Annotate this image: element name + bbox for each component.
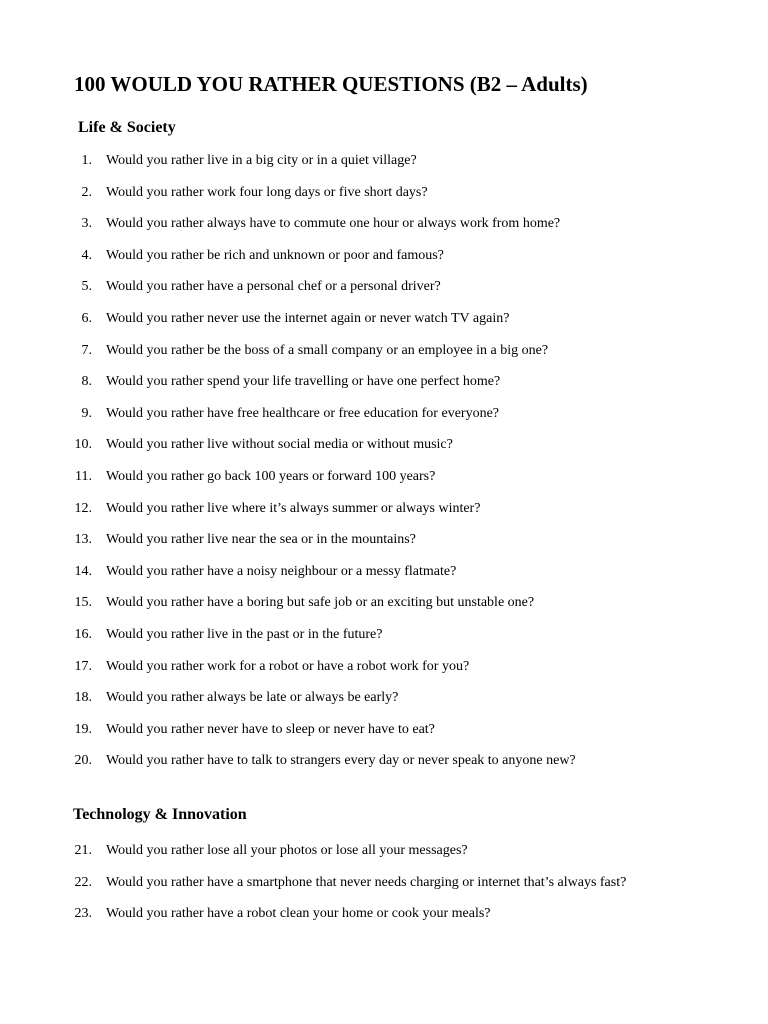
- question-item: [0, 689, 768, 721]
- question-text: Would you rather work for a robot or have a robot work for you?: [106, 658, 470, 674]
- question-number: 16.: [74, 626, 92, 642]
- document-title: 100 WOULD YOU RATHER QUESTIONS (B2 – Adults): [74, 72, 588, 96]
- question-text: Would you rather have a noisy neighbour or a messy flatmate?: [106, 563, 457, 579]
- question-number: 10.: [74, 437, 92, 453]
- question-text: Would you rather never have to sleep or never have to eat?: [106, 721, 435, 737]
- question-text: Would you rather go back 100 years or forward 100 years?: [106, 468, 436, 484]
- question-text: Would you rather have a robot clean your home or cook your meals?: [106, 906, 491, 922]
- question-text: Would you rather always be late or always be early?: [106, 690, 399, 706]
- question-text: Would you rather always have to commute one hour or always work from home?: [106, 216, 561, 232]
- question-item: [0, 594, 768, 626]
- question-item: [0, 436, 768, 468]
- question-text: Would you rather be the boss of a small company or an employee in a big one?: [106, 342, 549, 358]
- question-item: [0, 905, 768, 922]
- question-text: Would you rather live near the sea or in the mountains?: [106, 532, 416, 548]
- question-item: [0, 184, 768, 216]
- question-number: 7.: [81, 342, 92, 358]
- question-number: 13.: [74, 532, 92, 548]
- question-item: [0, 563, 768, 595]
- question-number: 3.: [81, 216, 92, 232]
- question-text: Would you rather live in the past or in the future?: [106, 626, 383, 642]
- question-item: [0, 152, 768, 184]
- question-number: 11.: [75, 468, 92, 484]
- question-number: 5.: [81, 279, 92, 295]
- section-heading-life-society: Life & Society: [78, 119, 176, 136]
- question-item: [0, 468, 768, 500]
- question-item: [0, 531, 768, 563]
- question-item: [0, 310, 768, 342]
- question-item: [0, 658, 768, 690]
- question-number: 19.: [74, 721, 92, 737]
- question-item: [0, 842, 768, 859]
- question-text: Would you rather spend your life travelling or have one perfect home?: [106, 374, 501, 390]
- question-text: Would you rather live where it’s always summer or always winter?: [106, 500, 481, 516]
- question-number: 2.: [81, 184, 92, 200]
- question-item: [0, 373, 768, 405]
- question-number: 6.: [81, 310, 92, 326]
- question-item: [0, 215, 768, 247]
- question-number: 12.: [74, 500, 92, 516]
- question-item: [0, 721, 768, 753]
- question-item: [0, 874, 768, 891]
- question-number: 18.: [74, 690, 92, 706]
- question-item: [0, 752, 768, 784]
- question-list-technology-innovation: [0, 842, 768, 937]
- question-item: [0, 278, 768, 310]
- question-number: 14.: [74, 563, 92, 579]
- question-text: Would you rather live without social media or without music?: [106, 437, 453, 453]
- question-text: Would you rather never use the internet again or never watch TV again?: [106, 310, 510, 326]
- question-item: [0, 342, 768, 374]
- question-text: Would you rather work four long days or five short days?: [106, 184, 428, 200]
- question-text: Would you rather have free healthcare or free education for everyone?: [106, 405, 499, 421]
- question-text: Would you rather lose all your photos or lose all your messages?: [106, 843, 468, 858]
- question-list-life-society: [0, 152, 768, 784]
- question-number: 21.: [74, 843, 92, 858]
- question-item: [0, 247, 768, 279]
- question-item: [0, 500, 768, 532]
- question-number: 4.: [81, 247, 92, 263]
- question-number: 23.: [74, 906, 92, 922]
- question-number: 8.: [81, 374, 92, 390]
- question-number: 1.: [81, 153, 92, 168]
- question-number: 15.: [74, 595, 92, 611]
- question-number: 20.: [74, 753, 92, 769]
- question-number: 17.: [74, 658, 92, 674]
- question-item: [0, 405, 768, 437]
- question-text: Would you rather be rich and unknown or poor and famous?: [106, 247, 444, 263]
- question-text: Would you rather have to talk to strangers every day or never speak to anyone new?: [106, 753, 576, 769]
- question-item: [0, 626, 768, 658]
- section-heading-technology-innovation: Technology & Innovation: [73, 806, 247, 823]
- question-text: Would you rather live in a big city or in a quiet village?: [106, 153, 417, 168]
- question-text: Would you rather have a smartphone that never needs charging or internet that’s always fast?: [106, 874, 627, 890]
- question-number: 9.: [81, 405, 92, 421]
- question-number: 22.: [74, 874, 92, 890]
- question-text: Would you rather have a personal chef or a personal driver?: [106, 279, 441, 295]
- question-text: Would you rather have a boring but safe job or an exciting but unstable one?: [106, 595, 535, 611]
